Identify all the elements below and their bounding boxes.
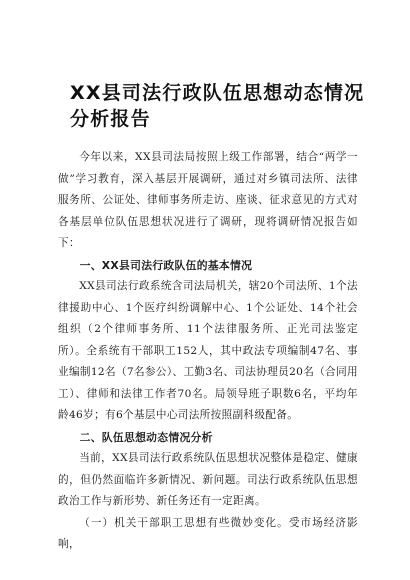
document-title: XX县司法行政队伍思想动态情况分析报告 — [70, 82, 365, 130]
section-heading-basic-situation: 一、XX县司法行政队伍的基本情况 — [79, 258, 253, 272]
intro-paragraph: 今年以来，XX县司法局按照上级工作部署，结合“两学一做”学习教育，深入基层开展调研，通过对乡镇司法所、法律服务所、公证处、律师事务所走访、座谈、征求意见的方式对各基层单位队伍思想状况进行了调研，现将调研情况报告如下： — [58, 151, 358, 249]
basic-situation-paragraph: XX县司法行政系统含司法局机关，辖20个司法所、1个法律援助中心、1个医疗纠纷调解中心、1个公证处、14个社会组织（2个律师事务所、11个法律服务所、正光司法鉴定所）。全系统有干部职工152人，其中政法专项编制47名、事业编制12名（7名参公）、工勤3名、司法协理员20名（合同用工）、律师和法律工作者70名。局领导班子职数6名，平均年龄46岁；有6个基层中心司法所按照副科级配备。 — [58, 280, 358, 421]
subsection-one-paragraph: （一）机关干部职工思想有些微妙变化。受市场经济影响， — [58, 516, 358, 550]
ideology-analysis-paragraph: 当前，XX县司法行政系统队伍思想状况整体是稳定、健康的，但仍然面临许多新情况、新问题。司法行政系统队伍思想政治工作与新形势、新任务还有一定距离。 — [58, 452, 358, 507]
document-body — [58, 147, 358, 556]
section-heading-ideology-analysis: 二、队伍思想动态情况分析 — [79, 430, 213, 444]
